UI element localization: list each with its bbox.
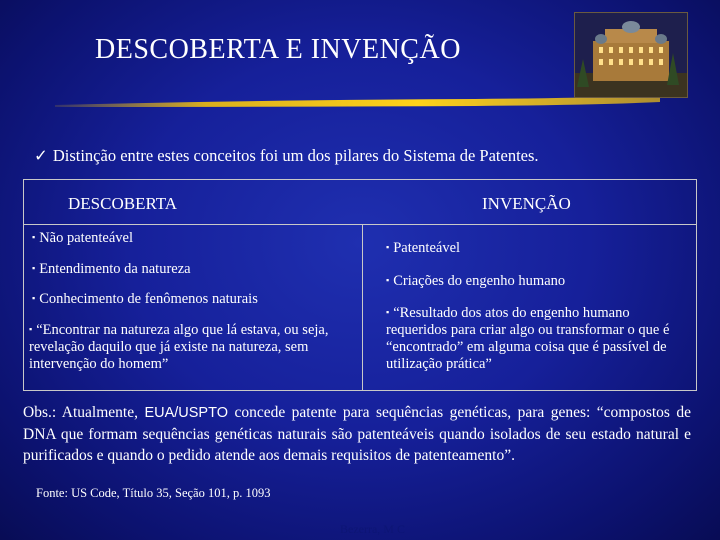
org-name: EUA/USPTO (144, 405, 228, 421)
list-item: ▪ “Resultado dos atos do engenho humano requeridos para criar algo ou transformar o que é “encontrado” em alguma coisa que é passível de utilização prática” (386, 305, 670, 372)
intro-statement (34, 146, 539, 166)
author-footer: Bezerra, M C (340, 522, 405, 536)
list-item: ▪ “Encontrar na natureza algo que lá estava, ou seja, revelação daquilo que já existe na natureza, sem intervenção do homem” (29, 322, 329, 372)
comparison-table (23, 179, 697, 391)
source-citation: Fonte: US Code, Título 35, Seção 101, p. 1093 (36, 486, 271, 500)
square-bullet-icon: ▪ (32, 263, 36, 273)
list-item: ▪ Não patenteável (32, 230, 133, 246)
list-item: ▪ Entendimento da natureza (32, 261, 191, 277)
obs-label: Obs.: (23, 404, 57, 421)
building-photo (574, 12, 688, 98)
table-header-divider (24, 224, 696, 225)
table-column-divider (362, 224, 363, 390)
list-item: ▪ Conhecimento de fenômenos naturais (32, 291, 258, 307)
list-item: ▪ Patenteável (386, 240, 461, 256)
observation-paragraph: Obs.: Atualmente, EUA/USPTO concede patente para sequências genéticas, para genes: “compostos de DNA que formam sequências genéticas naturais são patenteáveis quando isolados de seu estado natural e purificados e quando o pedido atende aos demais requisitos de patenteamento”. (23, 404, 692, 464)
square-bullet-icon: ▪ (32, 293, 36, 303)
header-invencao: INVENÇÃO (482, 194, 571, 213)
checkmark-icon: ✓ (34, 146, 48, 165)
square-bullet-icon: ▪ (29, 324, 33, 334)
title-underline (55, 95, 660, 111)
square-bullet-icon: ▪ (32, 232, 36, 242)
square-bullet-icon: ▪ (386, 275, 390, 285)
header-descoberta: DESCOBERTA (68, 194, 178, 213)
intro-text: Distinção entre estes conceitos foi um dos pilares do Sistema de Patentes. (52, 146, 539, 165)
list-item: ▪ Criações do engenho humano (386, 273, 566, 289)
slide-title: DESCOBERTA E INVENÇÃO (95, 34, 461, 65)
square-bullet-icon: ▪ (386, 242, 390, 252)
square-bullet-icon: ▪ (386, 307, 390, 317)
